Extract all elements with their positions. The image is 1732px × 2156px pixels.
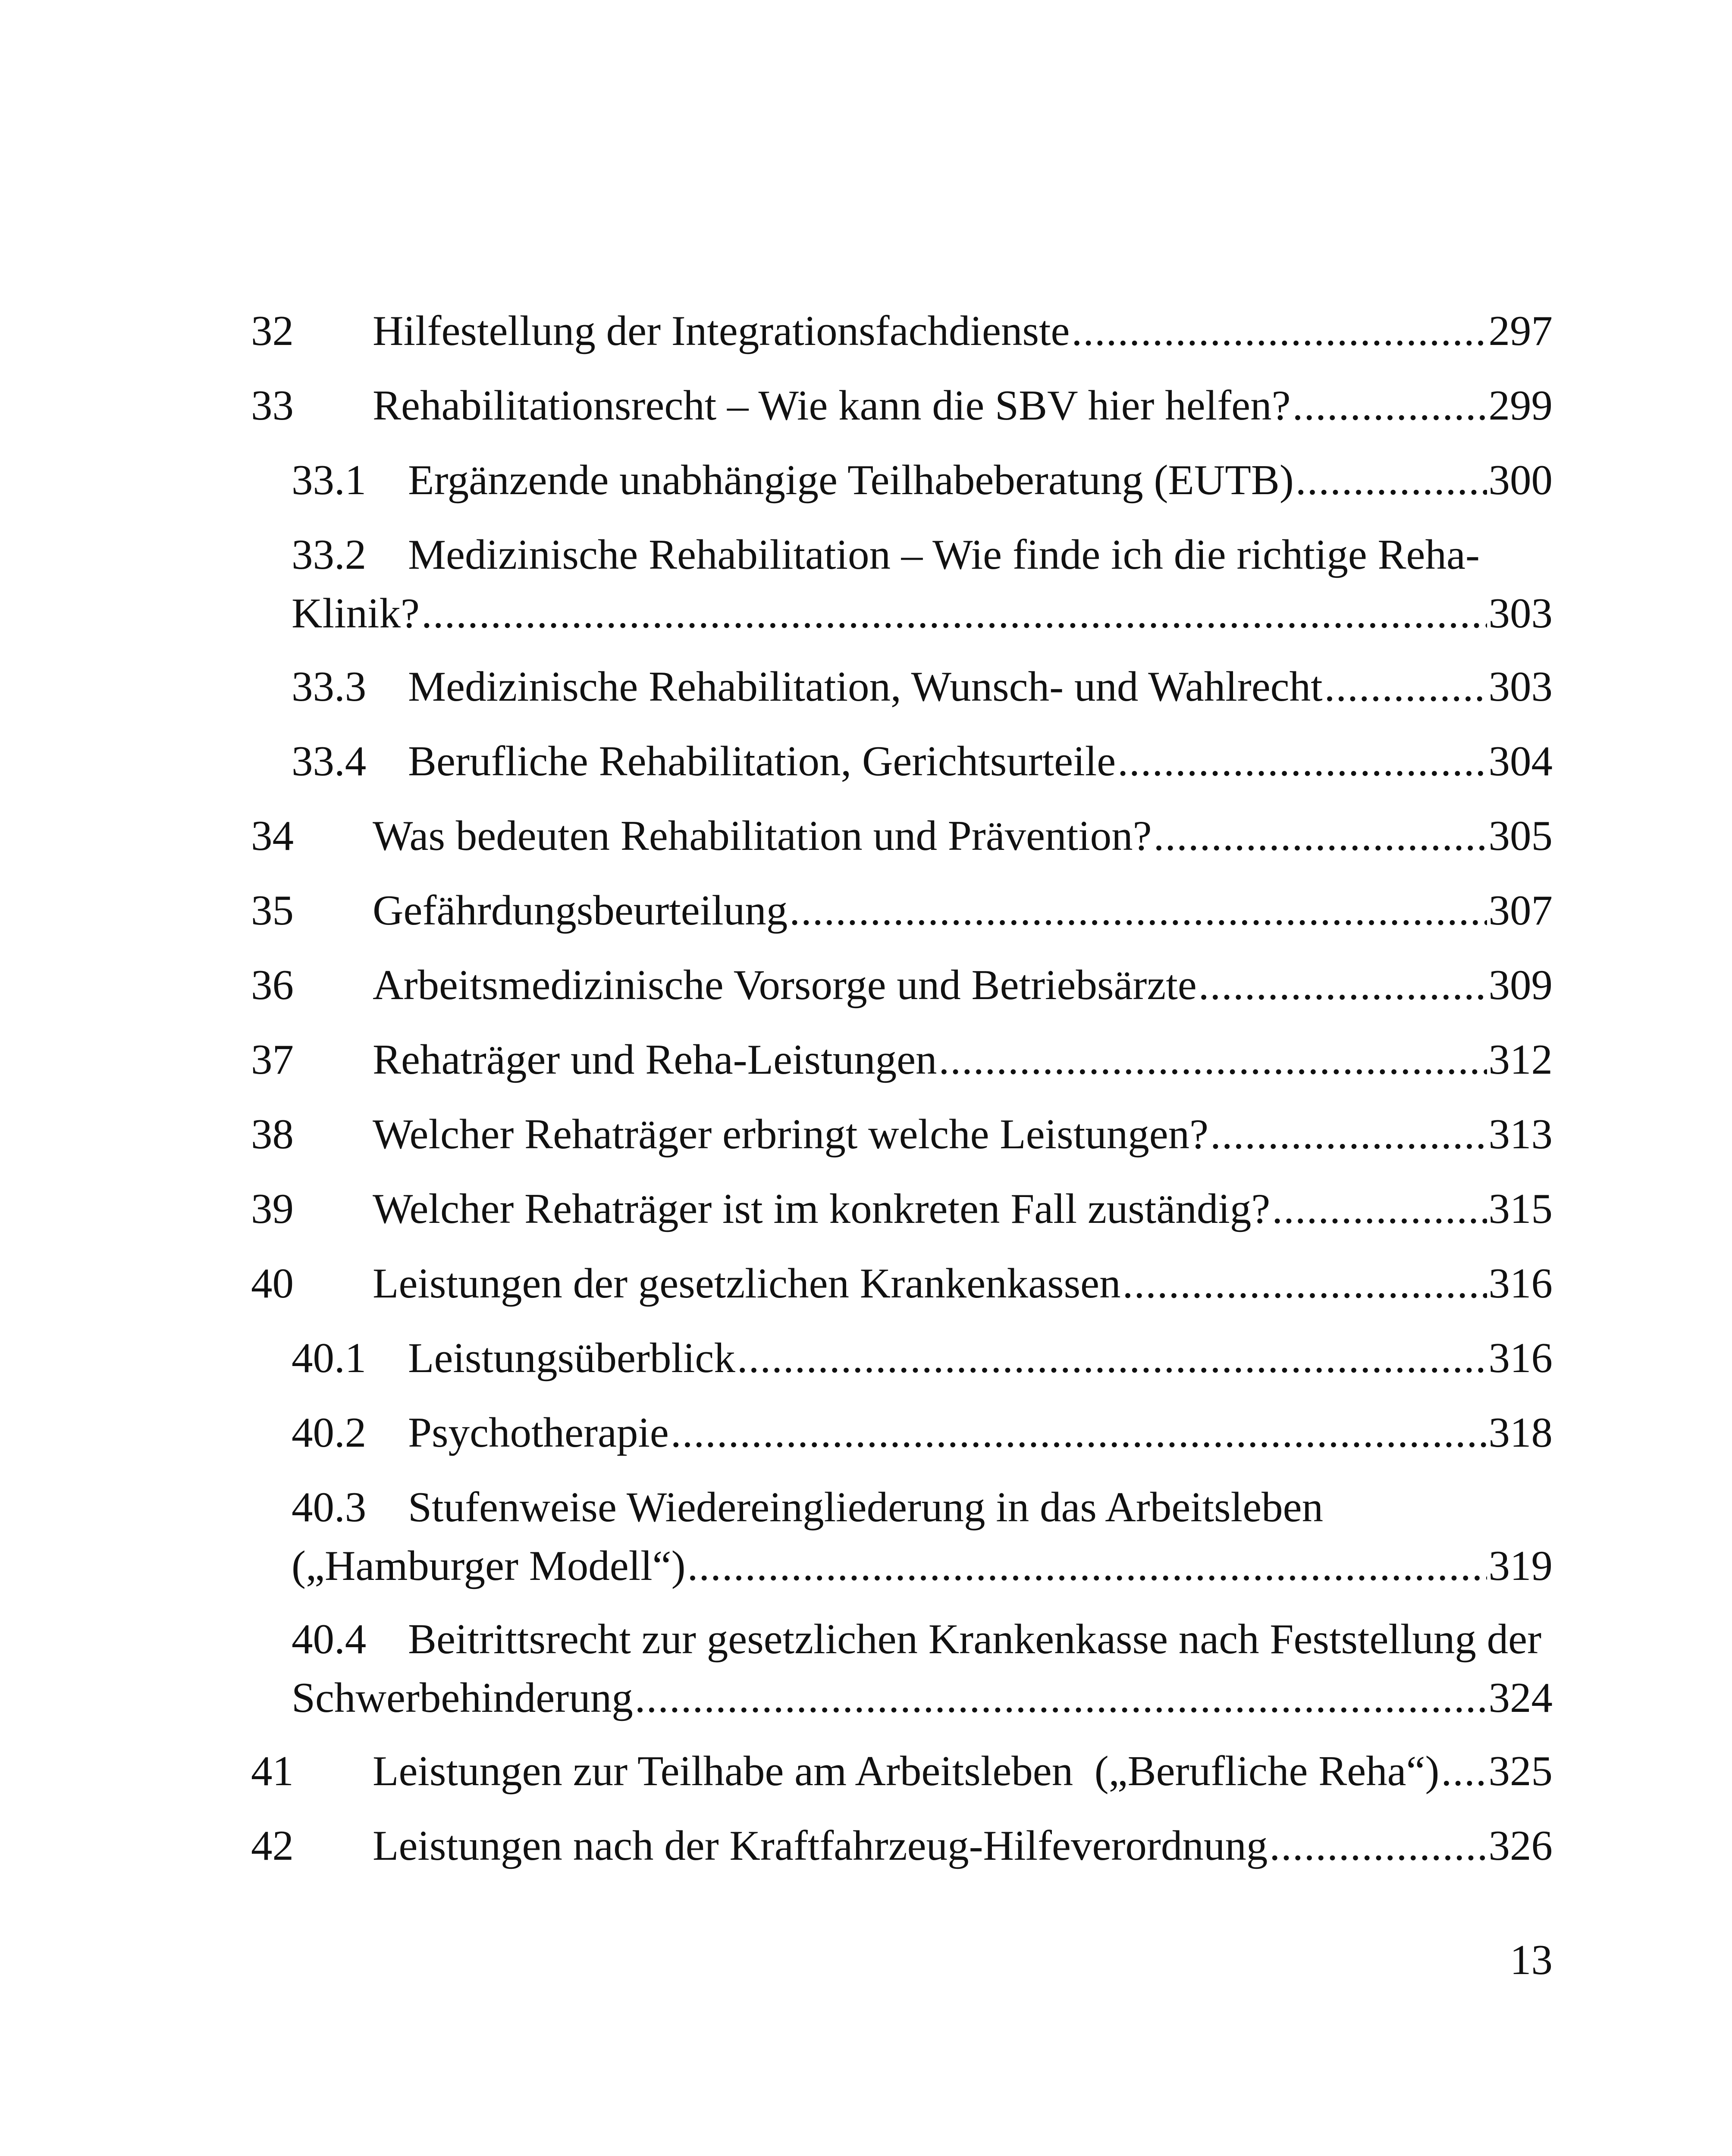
toc-entry-number: 39 — [251, 1185, 294, 1232]
toc-entry-page: 297 — [1488, 307, 1553, 354]
toc-leader — [1199, 956, 1487, 1015]
toc-leader — [1293, 376, 1487, 435]
toc-entry-page: 307 — [1488, 887, 1553, 934]
toc-entry-title: Hilfestellung der Integrationsfachdienste — [373, 307, 1070, 354]
toc-entry[interactable] — [251, 881, 1553, 940]
toc-entry[interactable] — [251, 451, 1553, 510]
toc-entry[interactable] — [251, 1031, 1553, 1089]
toc-entry-page: 315 — [1488, 1185, 1553, 1232]
toc-entry-number: 41 — [251, 1748, 294, 1795]
toc-leader — [737, 1329, 1487, 1388]
toc-leader — [1154, 807, 1487, 865]
toc-entry-number: 42 — [251, 1822, 294, 1869]
toc-entry-title: Leistungen der gesetzlichen Krankenkassen — [373, 1260, 1121, 1307]
toc-entry-page: 316 — [1488, 1260, 1553, 1307]
toc-leader — [1210, 1105, 1487, 1164]
toc-leader — [421, 584, 1487, 643]
toc-entry-page: 309 — [1488, 962, 1553, 1009]
toc-entry-title: Stufenweise Wiedereingliederung in das Arbeitsleben — [408, 1484, 1324, 1531]
toc-leader — [1117, 732, 1487, 791]
toc-entry-page: 299 — [1488, 382, 1553, 429]
toc-entry-title: Gefährdungsbeurteilung — [373, 887, 788, 934]
toc-entry-number: 33.1 — [292, 457, 367, 504]
toc-entry-number: 33.4 — [292, 738, 367, 785]
toc-entry-number: 40 — [251, 1260, 294, 1307]
table-of-contents — [251, 302, 1553, 1891]
toc-entry[interactable] — [251, 658, 1553, 716]
toc-entry-page: 313 — [1488, 1111, 1553, 1158]
toc-entry-page: 325 — [1488, 1748, 1553, 1795]
toc-leader — [939, 1031, 1487, 1089]
toc-entry[interactable] — [251, 1478, 1553, 1595]
toc-entry-page: 312 — [1488, 1036, 1553, 1083]
toc-entry[interactable] — [251, 732, 1553, 791]
toc-entry[interactable] — [251, 526, 1553, 643]
toc-entry-page: 303 — [1488, 590, 1553, 637]
toc-entry-title: Welcher Rehaträger ist im konkreten Fall zuständig? — [373, 1185, 1271, 1232]
toc-entry-number: 40.3 — [292, 1484, 367, 1531]
toc-entry-title: Leistungen nach der Kraftfahrzeug-Hilfeverordnung — [373, 1822, 1268, 1869]
toc-entry-title: Rehaträger und Reha-Leistungen — [373, 1036, 937, 1083]
toc-entry-title: Leistungen zur Teilhabe am Arbeitsleben („Berufliche Reha“) — [373, 1748, 1440, 1795]
toc-entry[interactable] — [251, 1329, 1553, 1388]
toc-entry-title-continued: Schwerbehinderung — [292, 1674, 633, 1721]
toc-entry-title: Ergänzende unabhängige Teilhabeberatung (EUTB) — [408, 457, 1294, 504]
toc-leader — [1272, 1180, 1487, 1238]
toc-entry-title: Beitrittsrecht zur gesetzlichen Krankenkasse nach Feststellung der — [408, 1616, 1542, 1663]
toc-entry[interactable] — [251, 807, 1553, 865]
toc-entry-page: 324 — [1488, 1674, 1553, 1721]
toc-leader — [1071, 302, 1487, 360]
toc-leader — [1441, 1742, 1487, 1801]
toc-leader — [635, 1669, 1487, 1727]
toc-entry-title: Arbeitsmedizinische Vorsorge und Betriebsärzte — [373, 962, 1197, 1009]
toc-entry-number: 34 — [251, 812, 294, 859]
toc-entry-page: 326 — [1488, 1822, 1553, 1869]
toc-entry[interactable] — [251, 1254, 1553, 1313]
toc-leader — [1296, 451, 1487, 510]
toc-leader — [1324, 658, 1487, 716]
toc-entry-title: Medizinische Rehabilitation – Wie finde ich die richtige Reha- — [408, 531, 1480, 578]
toc-entry[interactable] — [251, 1817, 1553, 1875]
toc-entry-title: Welcher Rehaträger erbringt welche Leistungen? — [373, 1111, 1209, 1158]
toc-entry[interactable] — [251, 1404, 1553, 1462]
toc-leader — [1123, 1254, 1487, 1313]
toc-entry[interactable] — [251, 1105, 1553, 1164]
toc-entry-page: 304 — [1488, 738, 1553, 785]
toc-entry-number: 40.4 — [292, 1616, 367, 1663]
toc-entry[interactable] — [251, 956, 1553, 1015]
toc-entry[interactable] — [251, 302, 1553, 360]
toc-leader — [789, 881, 1487, 940]
toc-leader — [687, 1537, 1487, 1595]
toc-entry-title: Berufliche Rehabilitation, Gerichtsurteile — [408, 738, 1116, 785]
toc-entry-number: 35 — [251, 887, 294, 934]
toc-entry-title: Was bedeuten Rehabilitation und Prävention? — [373, 812, 1152, 859]
toc-entry-page: 316 — [1488, 1335, 1553, 1382]
toc-entry-number: 33.2 — [292, 531, 367, 578]
toc-entry-title: Psychotherapie — [408, 1409, 669, 1456]
toc-entry-page: 305 — [1488, 812, 1553, 859]
toc-entry-page: 318 — [1488, 1409, 1553, 1456]
toc-leader — [671, 1404, 1487, 1462]
toc-entry-title: Rehabilitationsrecht – Wie kann die SBV hier helfen? — [373, 382, 1291, 429]
toc-entry[interactable] — [251, 376, 1553, 435]
toc-entry[interactable] — [251, 1610, 1553, 1727]
toc-entry-number: 33.3 — [292, 663, 367, 710]
toc-entry[interactable] — [251, 1180, 1553, 1238]
toc-entry-number: 38 — [251, 1111, 294, 1158]
toc-entry[interactable] — [251, 1742, 1553, 1801]
toc-entry-number: 37 — [251, 1036, 294, 1083]
toc-entry-number: 40.2 — [292, 1409, 367, 1456]
toc-entry-title: Leistungsüberblick — [408, 1335, 735, 1382]
toc-entry-title: Medizinische Rehabilitation, Wunsch- und Wahlrecht — [408, 663, 1323, 710]
toc-entry-page: 319 — [1488, 1542, 1553, 1589]
toc-entry-number: 36 — [251, 962, 294, 1009]
toc-entry-title-continued: Klinik? — [292, 590, 420, 637]
toc-entry-title-continued: („Hamburger Modell“) — [292, 1542, 686, 1589]
page-number: 13 — [1510, 1937, 1553, 1984]
toc-entry-number: 33 — [251, 382, 294, 429]
toc-entry-number: 40.1 — [292, 1335, 367, 1382]
toc-entry-page: 300 — [1488, 457, 1553, 504]
toc-entry-number: 32 — [251, 307, 294, 354]
toc-entry-page: 303 — [1488, 663, 1553, 710]
toc-leader — [1269, 1817, 1487, 1875]
